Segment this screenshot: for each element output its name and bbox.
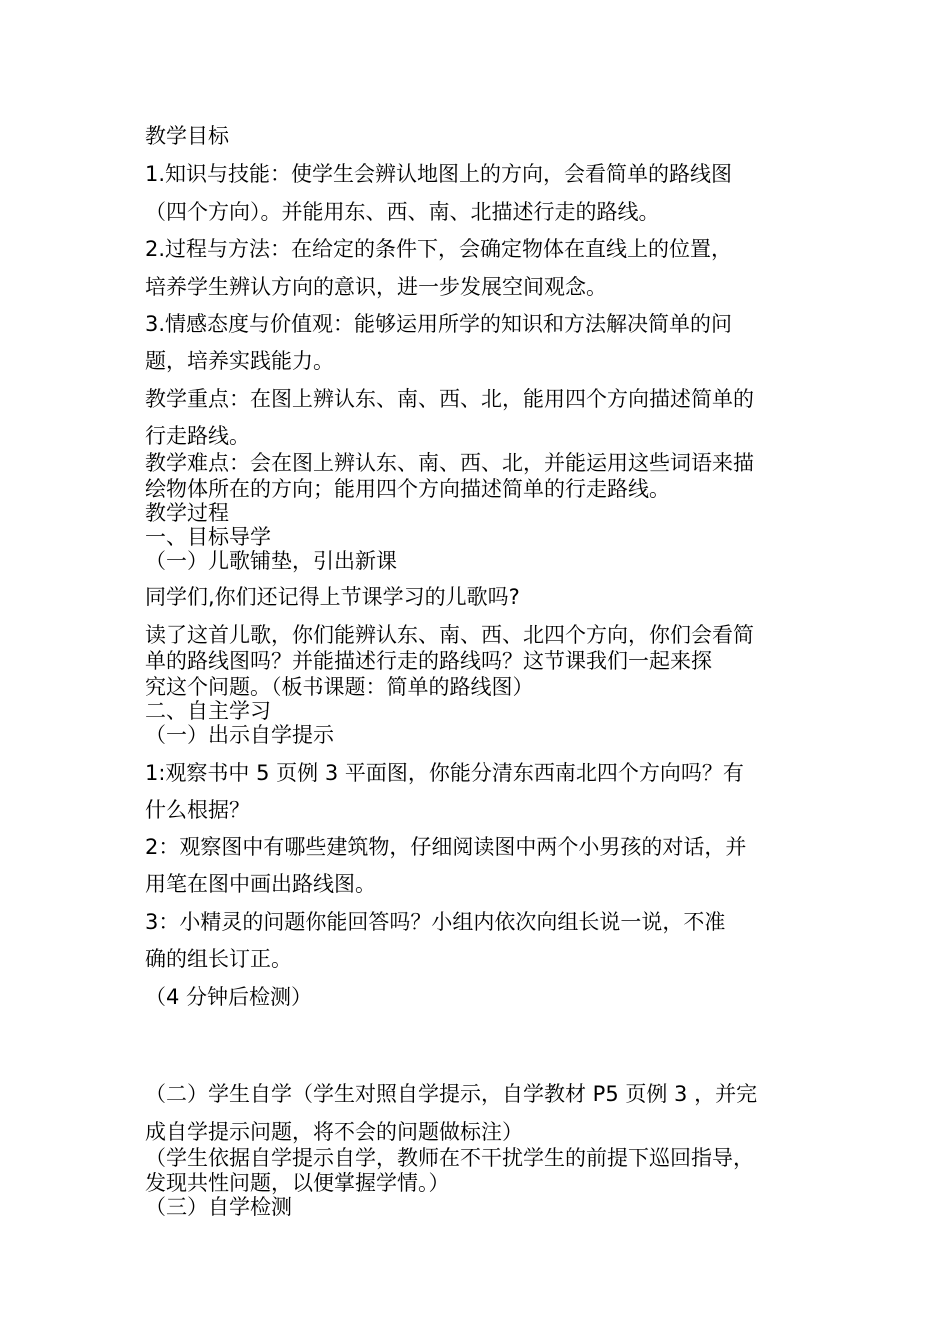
goal-2-line-2: 培养学生辨认方向的意识，进一步发展空间观念。: [145, 275, 607, 299]
difficulty-line-2: 绘物体所在的方向；能用四个方向描述简单的行走路线。: [145, 477, 670, 501]
teacher-note-line-1: （学生依据自学提示自学，教师在不干扰学生的前提下巡回指导，: [145, 1146, 754, 1170]
heading-teaching-process: 教学过程: [145, 501, 229, 525]
goal-2-line-1: 2.过程与方法：在给定的条件下，会确定物体在直线上的位置，: [145, 237, 733, 261]
difficulty-line-1: 教学难点：会在图上辨认东、南、西、北，并能运用这些词语来描: [145, 451, 754, 475]
intro-paragraph-line-2: 单的路线图吗？并能描述行走的路线吗？这节课我们一起来探: [145, 649, 712, 673]
subsection-2-1-heading: （一）出示自学提示: [145, 723, 334, 747]
section-2-heading: 二、自主学习: [145, 699, 271, 723]
intro-paragraph-line-1: 读了这首儿歌，你们能辨认东、南、西、北四个方向，你们会看简: [145, 623, 754, 647]
prompt-3-line-2: 确的组长订正。: [145, 947, 292, 971]
section-1-heading: 一、目标导学: [145, 525, 271, 549]
prompt-2-line-1: 2：观察图中有哪些建筑物，仔细阅读图中两个小男孩的对话，并: [145, 835, 747, 859]
subsection-1-1-heading: （一）儿歌铺垫，引出新课: [145, 549, 397, 573]
heading-teaching-goals: 教学目标: [145, 124, 229, 148]
goal-1-line-2: （四个方向）。并能用东、西、南、北描述行走的路线。: [145, 200, 660, 224]
prompt-1-line-1: 1:观察书中 5 页例 3 平面图，你能分清东西南北四个方向吗？有: [145, 761, 744, 785]
teacher-note-line-2: 发现共性问题，以便掌握学情。）: [145, 1171, 450, 1195]
goal-1-line-1: 1.知识与技能：使学生会辨认地图上的方向，会看简单的路线图: [145, 162, 733, 186]
goal-3-line-2: 题，培养实践能力。: [145, 349, 334, 373]
subsection-2-2-line-2: 成自学提示问题，将不会的问题做标注）: [145, 1120, 523, 1144]
prompt-3-line-1: 3：小精灵的问题你能回答吗？小组内依次向组长说一说，不准: [145, 910, 726, 934]
prompt-2-line-2: 用笔在图中画出路线图。: [145, 872, 376, 896]
intro-paragraph-line-3: 究这个问题。（板书课题：简单的路线图）: [145, 675, 534, 699]
goal-3-line-1: 3.情感态度与价值观：能够运用所学的知识和方法解决简单的问: [145, 312, 733, 336]
check-time-note: （4 分钟后检测）: [145, 985, 313, 1009]
subsection-2-3-heading: （三）自学检测: [145, 1195, 292, 1219]
subsection-2-2-line-1: （二）学生自学（学生对照自学提示，自学教材 P5 页例 3 ，并完: [145, 1082, 758, 1106]
intro-question: 同学们,你们还记得上节课学习的儿歌吗?: [145, 585, 520, 609]
key-point-line-1: 教学重点：在图上辨认东、南、西、北，能用四个方向描述简单的: [145, 387, 754, 411]
prompt-1-line-2: 什么根据？: [145, 798, 250, 822]
key-point-line-2: 行走路线。: [145, 424, 250, 448]
